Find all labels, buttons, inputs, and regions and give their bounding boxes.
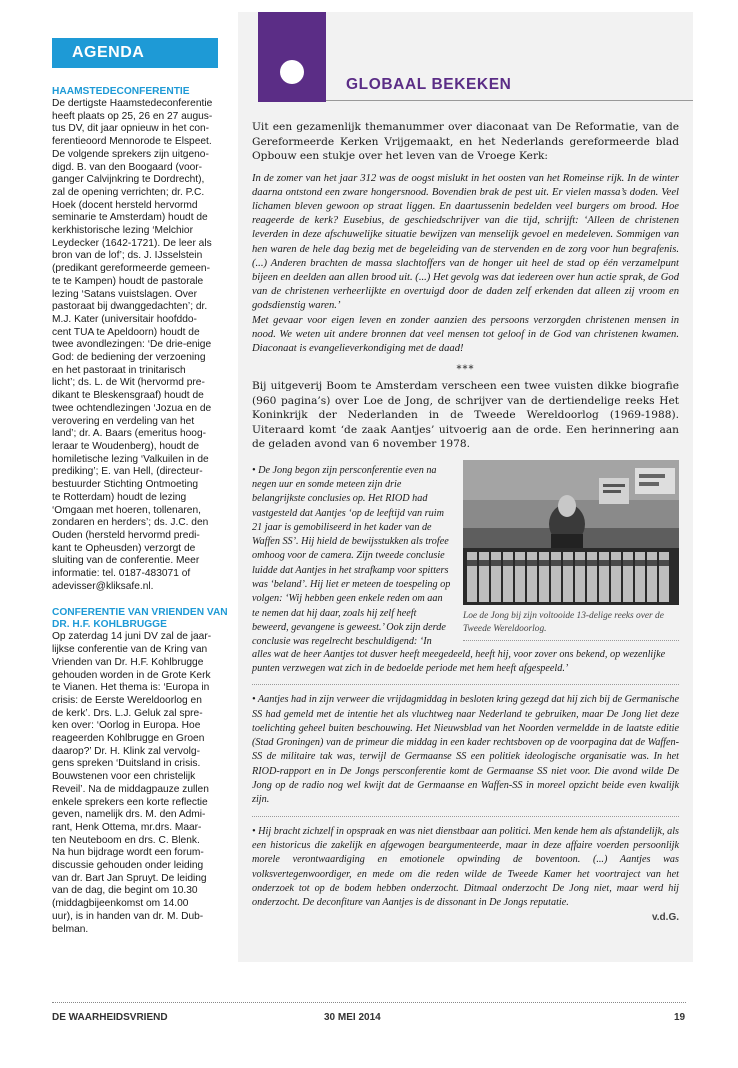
article-intro: Uit een gezamenlijk themanummer over diaconaat van De Reformatie, van de Gereformeerde Kerken Vrijgemaakt, en het Nederlands gereformeerde blad Opbouw een stukje over het leven van de Vroege Kerk: bbox=[252, 121, 679, 162]
divider bbox=[252, 816, 679, 817]
publication-name: DE WAARHEIDSVRIEND bbox=[52, 1012, 168, 1023]
divider bbox=[252, 684, 679, 685]
caption-divider bbox=[463, 640, 679, 641]
agenda-header bbox=[52, 38, 218, 68]
agenda-item-kohlbrugge bbox=[52, 607, 230, 936]
title-divider bbox=[326, 100, 693, 101]
section-logo-block bbox=[258, 12, 326, 102]
article-panel bbox=[238, 12, 693, 962]
figure-block bbox=[252, 460, 679, 648]
photo-loe-de-jong bbox=[463, 460, 679, 605]
agenda-item-title: CONFERENTIE VAN VRIENDEN VAN DR. H.F. KOHLBRUGGE bbox=[52, 607, 228, 631]
bullet-paragraph-continued: alles wat de heer Aantjes tot dusver heeft meegedeeld, heeft hij, voor zover ons bekend, op wezenlijke punten verzwegen wat zich in de bedoelde periode met hem heeft afgespeeld.’ bbox=[252, 648, 666, 674]
agenda-item-body: Op zaterdag 14 juni DV zal de jaar- lijkse conferentie van de Kring van Vrienden van Dr. H.F. Kohlbrugge gehouden worden in de Grote Kerk te Vianen. Het thema is: ‘Europa in crisis: de Eerste Wereldoorlog en de kerk’. Drs. L.J. Geluk zal spre- ken over: ‘Oorlog in Europa. Hoe reageerden Kohlbrugge en Groen daarop?’ Dr. H. Klink zal vervolg- gens spreken ‘Duitsland in crisis. Bouwstenen voor een christelijk Reveil’. Na de middagpauze zullen enkele sprekers een korte reflectie geven, namelijk drs. M. den Admi- rant, Henk Ottema, mr.drs. Maar- ten Neuteboom en drs. C. Blenk. Na hun bijdrage wordt een forum- discussie gehouden onder leiding van dr. Bart Jan Spruyt. De leiding van de dag, die begint om 10.30 (middagbijeenkomst om 14.00 uur), is in handen van dr. M. Dub- belman. bbox=[52, 631, 212, 935]
footer-divider bbox=[52, 1002, 686, 1003]
bullet-paragraph: • Aantjes had in zijn verweer die vrijdagmiddag in besloten kring gezegd dat hij zich bij de Germanische SS had gemeld met de intentie het als vluchtweg naar Nederland te gebruiken, maar De Jong liet deze toelichting geheel buiten beschouwing. Het Nieuwsblad van het Noorden vermeldde in de laatste editie (Stad Groningen) van de primeur die middag in een kader rechtsboven op de voorpagina dat de Waffen-SS de militaire tak was, terwijl de Germaanse SS een politiek ideologische organisatie was. In het RIOD-rapport en in De Jongs persconferentie komt de Germaanse SS niet voor. Die avond wilde De Jong op de radio nog wel kwijt dat de Germaanse en Waffen-SS in moreel opzicht beide even kwalijk zijn. bbox=[252, 694, 679, 806]
bullet-paragraph: • Hij bracht zichzelf in opspraak en was niet dienstbaar aan politici. Men kende hem als afstandelijk, als een historicus die zakelijk en afgewogen beargumenteerde, maar in deze affaire voerden persoonlijk morele verontwaardiging en emotionele opwinding de boventoon. (...) Aantjes was volksvertegenwoordiger, en mede om die reden wilde de Tweede Kamer het voortraject van het onderzoek tot op de bodem hebben onderzocht. Ditmaal onderzocht De Jong niet, maar werd hij onderzocht. De deconfiture van Aantjes is de dissonant in De Jongs reputatie. bbox=[252, 825, 679, 909]
article-body bbox=[252, 120, 679, 923]
article-quote bbox=[252, 172, 679, 357]
article-title: GLOBAAL BEKEKEN bbox=[346, 76, 512, 93]
agenda-column bbox=[52, 38, 230, 936]
agenda-title: AGENDA bbox=[72, 44, 145, 61]
quote-paragraph: Met gevaar voor eigen leven en zonder aanzien des persoons verzorgden christenen mensen in nood. We weten uit andere bronnen dat veel mensen tot geloof in de God van christenen kwamen. Diaconaat is evangelieverkondiging met de daad! bbox=[252, 314, 679, 354]
agenda-item-body: De dertigste Haamstedeconferentie heeft plaats op 25, 26 en 27 augus- tus DV, dit jaar opnieuw in het con- ferentieoord Mennorode te Elspeet. De volgende sprekers zijn uitgeno- digd. B. van den Boogaard (voor- ganger Calvijnkring te Dordrecht), zal de opening verrichten; dr. P.C. Hoek (docent hersteld hervormd seminarie te Amsterdam) houdt de kerkhistorische lezing ‘Melchior Leydecker (1642-1721). De leer als bron van de lof’; ds. J. IJsselstein (predikant gereformeerde gemeen- te te Kampen) houdt de pastorale lezing ‘Satans vuistslagen. Over pastoraat bij dwanggedachten’; dr. M.J. Kater (universitair hoofddo- cent TUA te Apeldoorn) houdt de twee avondlezingen: ‘De drie-enige God: de bediening der verzoening en het pastoraat in trinitarisch licht’; ds. L. de Wit (hervormd pre- dikant te Bleskensgraaf) houdt de twee ochtendlezingen ‘Jozua en de verovering en verdeling van het land’; dr. A. Baars (emeritus hoog- leraar te Woudenberg), houdt de homiletische lezing ‘Valkuilen in de prediking’; E. van Hell, (directeur- bestuurder Stichting Ontmoeting te Rotterdam) houdt de lezing ‘Omgaan met hoeren, tollenaren, zondaren en herders’; ds. J.C. den Ouden (hersteld hervormd predi- kant te Opheusden) verzorgt de sluiting van de conferentie. Meer informatie: tel. 0187-483071 of adevisser@kliksafe.nl. bbox=[52, 98, 213, 592]
bullet-paragraph: • De Jong begon zijn persconferentie even na negen uur en somde meteen zijn drie belangrijkste conclusies op. Het RIOD had vastgesteld dat Aantjes ‘op de leeftijd van ruim 21 jaar is gemobiliseerd in het kader van de Waffen SS’. Hij hield de bewijsstukken als trofee omhoog voor de camera. Zijn tweede conclusie luidde dat Aantjes in het strafkamp voor spitters was ‘beland’. Hij liet er meteen de toespeling op volgen: ‘Wij hebben geen enkele reden om aan te nemen dat hij daar, zoals hij zelf heeft beweerd, gevangene is geweest.’ Ook zijn derde conclusie was regelrecht beschuldigend: ‘In bbox=[252, 464, 451, 648]
section-separator: *** bbox=[456, 364, 475, 376]
quote-paragraph: In de zomer van het jaar 312 was de oogst mislukt in het oosten van het Romeinse rijk. In de winter daarna ontstond een zware hongersnood. Bovendien brak de pest uit. Er vielen massa’s doden. Veel lichamen bleven gewoon op straat liggen. En daartussenin bedelden veel burgers om brood. Hoe reageerde de kerk? Eusebius, de geschiedschrijver van die tijd, schrijft: ‘Alleen de christenen leverden in deze afschuwelijke situatie bewijzen van menselijk gevoel en medeleven. Sommigen van hen waren de hele dag bezig met de begeleiding van de stervenden en de zorg voor hun begrafenis. (...) Anderen brachten de massa slachtoffers van de honger uit heel de stad op één verzamelpunt bijeen en deelden aan allen brood uit. (...) Het gevolg was dat iedereen over hun actie sprak, de God van de christenen verheerlijkte en overtuigd door de daden zelf erkenden dat alleen zij vroom en godsdienstig waren.’ bbox=[252, 172, 679, 312]
photo-caption: Loe de Jong bij zijn voltooide 13-delige reeks over de Tweede Wereldoorlog. bbox=[463, 610, 664, 634]
page-number: 19 bbox=[674, 1012, 686, 1023]
agenda-item-haamstede bbox=[52, 86, 230, 593]
biography-intro: Bij uitgeverij Boom te Amsterdam verscheen een twee vuisten dikke biografie (960 pagina’s) over Loe de Jong, de schrijver van de dertiendelige reeks Het Koninkrijk der Nederlanden in de Tweede Wereldoorlog (1969-1988). Uiteraard komt ‘de zaak Aantjes’ uitvoerig aan de orde. Een herinnering aan de geladen avond van 6 november 1978. bbox=[252, 380, 679, 451]
photo-illustration bbox=[463, 460, 679, 605]
author-signature: v.d.G. bbox=[651, 912, 679, 924]
publication-date: 30 MEI 2014 bbox=[324, 1012, 381, 1023]
agenda-item-title: HAAMSTEDECONFERENTIE bbox=[52, 86, 190, 97]
circle-icon bbox=[280, 60, 304, 84]
